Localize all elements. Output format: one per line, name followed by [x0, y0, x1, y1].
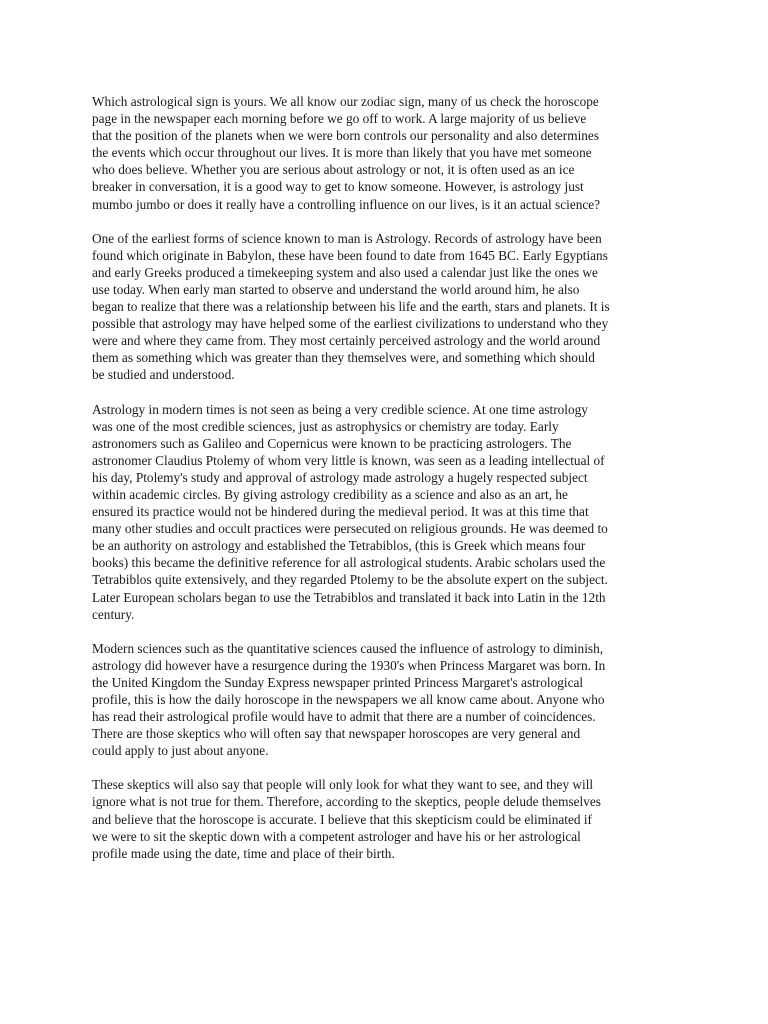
text-line: the events which occur throughout our lives. It is more than likely that you have met someone: [92, 145, 592, 161]
text-line: and believe that the horoscope is accurate. I believe that this skepticism could be eliminated if: [92, 811, 592, 827]
paragraph: [92, 640, 692, 760]
text-line: and early Greeks produced a timekeeping system and also used a calendar just like the ones we: [92, 264, 598, 280]
text-line: There are those skeptics who will often say that newspaper horoscopes are very general and: [92, 726, 581, 742]
text-line: ensured its practice would not be hindered during the medieval period. It was at this time that: [92, 504, 589, 520]
text-line: was one of the most credible sciences, just as astrophysics or chemistry are today. Early: [92, 418, 559, 434]
text-line: century.: [92, 606, 135, 622]
paragraph: [92, 776, 692, 861]
text-line: found which originate in Babylon, these have been found to date from 1645 BC. Early Egyptians: [92, 247, 608, 263]
text-line: many other studies and occult practices were persecuted on religious grounds. He was deemed to: [92, 521, 608, 537]
paragraph: [92, 93, 692, 213]
text-line: be an authority on astrology and established the Tetrabiblos, (this is Greek which means four: [92, 538, 586, 554]
text-line: page in the newspaper each morning before we go off to work. A large majority of us believe: [92, 111, 587, 127]
paragraph: [92, 230, 692, 384]
text-line: mumbo jumbo or does it really have a controlling influence on our lives, is it an actual science?: [92, 196, 601, 212]
text-line: books) this became the definitive reference for all astrological students. Arabic scholars used the: [92, 555, 606, 571]
text-line: Astrology in modern times is not seen as being a very credible science. At one time astrology: [92, 401, 588, 417]
text-line: astronomers such as Galileo and Copernicus were known to be practicing astrologers. The: [92, 435, 572, 451]
text-line: them as something which was greater than they themselves were, and something which should: [92, 350, 595, 366]
text-line: possible that astrology may have helped some of the earliest civilizations to understand who they: [92, 316, 609, 332]
text-line: Tetrabiblos quite extensively, and they regarded Ptolemy to be the absolute expert on the subject.: [92, 572, 608, 588]
text-line: within academic circles. By giving astrology credibility as a science and also as an art, he: [92, 486, 568, 502]
text-line: astrology did however have a resurgence during the 1930's when Princess Margaret was born. In: [92, 657, 606, 673]
text-line: has read their astrological profile would have to admit that there are a number of coincidences.: [92, 709, 596, 725]
text-line: we were to sit the skeptic down with a competent astrologer and have his or her astrological: [92, 828, 581, 844]
text-line: breaker in conversation, it is a good way to get to know someone. However, is astrology just: [92, 179, 584, 195]
document-body: [92, 93, 692, 879]
text-line: who does believe. Whether you are serious about astrology or not, it is often used as an ice: [92, 162, 575, 178]
text-line: ignore what is not true for them. Therefore, according to the skeptics, people delude themselves: [92, 794, 601, 810]
paragraph: [92, 401, 692, 623]
text-line: his day, Ptolemy's study and approval of astrology made astrology a hugely respected subject: [92, 469, 588, 485]
text-line: began to realize that there was a relationship between his life and the earth, stars and planets. It is: [92, 299, 610, 315]
text-line: the United Kingdom the Sunday Express newspaper printed Princess Margaret's astrological: [92, 674, 584, 690]
text-line: astronomer Claudius Ptolemy of whom very little is known, was seen as a leading intellectual of: [92, 452, 605, 468]
text-line: use today. When early man started to observe and understand the world around him, he also: [92, 281, 580, 297]
text-line: Later European scholars began to use the Tetrabiblos and translated it back into Latin in the 12th: [92, 589, 606, 605]
text-line: be studied and understood.: [92, 367, 235, 383]
text-line: Which astrological sign is yours. We all know our zodiac sign, many of us check the horoscope: [92, 94, 599, 109]
text-line: These skeptics will also say that people will only look for what they want to see, and they will: [92, 777, 594, 793]
text-line: profile, this is how the daily horoscope in the newspapers we all know came about. Anyone who: [92, 692, 605, 707]
text-line: that the position of the planets when we were born controls our personality and also determines: [92, 128, 599, 144]
text-line: Modern sciences such as the quantitative sciences caused the influence of astrology to diminish,: [92, 640, 604, 656]
text-line: could apply to just about anyone.: [92, 743, 269, 759]
text-line: One of the earliest forms of science known to man is Astrology. Records of astrology have been: [92, 230, 602, 246]
text-line: were and where they came from. They most certainly perceived astrology and the world around: [92, 333, 601, 349]
text-line: profile made using the date, time and place of their birth.: [92, 845, 395, 861]
